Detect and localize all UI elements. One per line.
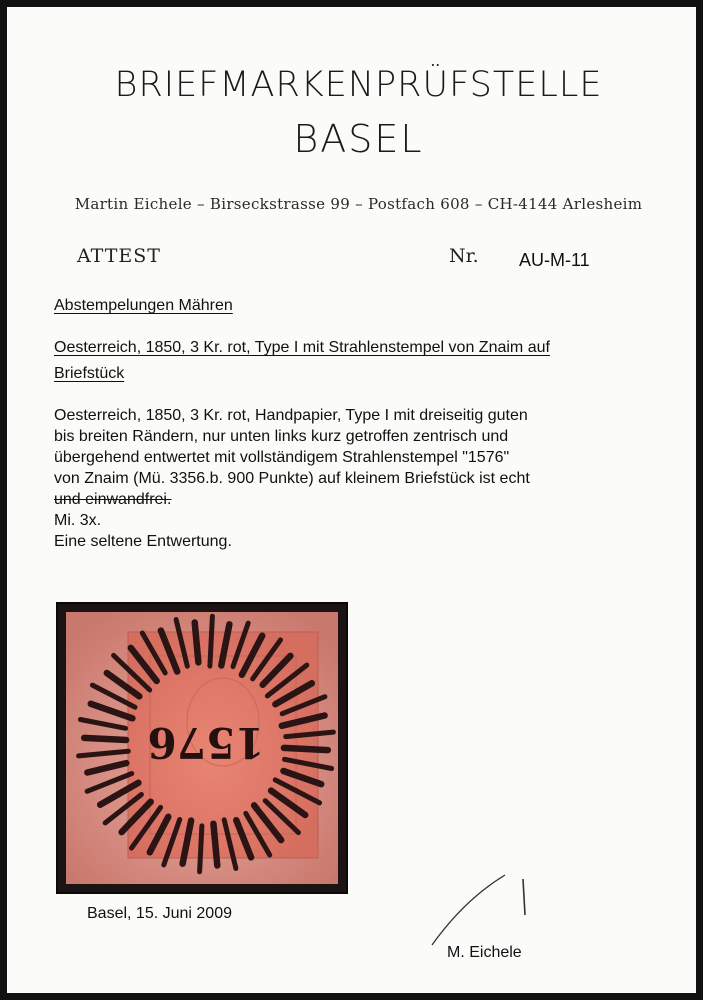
cancel-ray — [213, 824, 217, 866]
issuer-title: BRIEFMARKENPRÜFSTELLE — [114, 65, 603, 105]
cancel-ray — [284, 748, 328, 750]
heading-category: Abstempelungen Mähren — [54, 297, 233, 314]
cancel-ray — [200, 826, 202, 872]
cancel-number: 1576 — [147, 718, 265, 767]
issuer-address: Martin Eichele – Birseckstrasse 99 – Postfach 608 – CH-4144 Arlesheim — [74, 195, 643, 213]
cancel-ray — [210, 616, 213, 666]
catalog-reference: Mi. 3x. — [54, 512, 102, 529]
description-line: von Znaim (Mü. 3356.b. 900 Punkte) auf kleinem Briefstück ist echt — [54, 470, 530, 487]
handwritten-signature — [407, 867, 547, 947]
attest-label: ATTEST — [77, 245, 161, 267]
certificate-number: AU-M-11 — [519, 250, 590, 270]
stamp-image — [58, 604, 346, 892]
cancel-ray — [195, 623, 199, 663]
rarity-note: Eine seltene Entwertung. — [54, 533, 232, 550]
description-line: bis breiten Rändern, nur unten links kurz getroffen zentrisch und — [54, 428, 509, 445]
description-line: und einwandfrei. — [54, 491, 172, 508]
issue-date: Basel, 15. Juni 2009 — [87, 905, 232, 922]
heading-item-line2: Briefstück — [54, 365, 125, 382]
certificate-description — [54, 405, 654, 552]
issuer-city: BASEL — [293, 117, 424, 161]
stamp-photo — [56, 602, 348, 894]
description-line: übergehend entwertet mit vollständigem Strahlenstempel "1576" — [54, 449, 510, 466]
signer-name: M. Eichele — [447, 944, 522, 961]
heading-item-line1: Oesterreich, 1850, 3 Kr. rot, Type I mit Strahlenstempel von Znaim auf — [54, 339, 550, 356]
description-line: Oesterreich, 1850, 3 Kr. rot, Handpapier, Type I mit dreiseitig guten — [54, 407, 528, 424]
cancel-ray — [84, 738, 126, 740]
number-label: Nr. — [449, 245, 479, 267]
